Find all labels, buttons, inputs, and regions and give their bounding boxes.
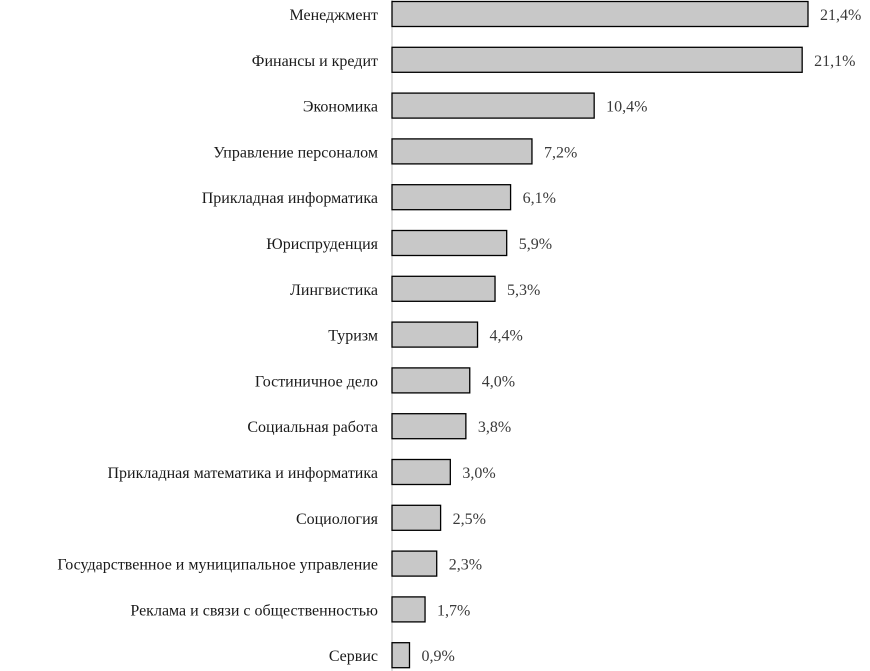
category-tick-label: Реклама и связи с общественностью [130, 602, 378, 620]
bar [392, 231, 507, 256]
category-tick-label: Финансы и кредит [251, 52, 378, 70]
category-tick-label: Прикладная математика и информатика [107, 465, 378, 482]
bar [392, 2, 808, 27]
data-value-label: 1,7% [437, 602, 471, 620]
category-tick-label: Управление персоналом [213, 144, 378, 162]
data-value-label: 4,0% [481, 373, 516, 391]
category-tick-label: Гостиничное дело [254, 373, 378, 391]
bar [392, 505, 441, 530]
bar [392, 460, 450, 485]
bar [392, 276, 495, 301]
data-value-label: 2,5% [452, 510, 486, 528]
bar [392, 643, 409, 668]
category-tick-label: Туризм [328, 327, 378, 345]
category-tick-label: Социология [295, 510, 378, 528]
bar [392, 597, 425, 622]
data-value-label: 5,9% [518, 236, 553, 253]
data-value-label: 3,8% [477, 419, 512, 437]
bar [392, 139, 532, 164]
bar [392, 93, 594, 118]
bar [392, 47, 802, 72]
category-tick-label: Менеджмент [289, 7, 378, 24]
bar [392, 368, 470, 393]
data-value-label: 7,2% [543, 144, 578, 162]
bar [392, 322, 478, 347]
data-value-label: 0,9% [421, 648, 455, 666]
data-value-label: 6,1% [522, 190, 556, 208]
category-tick-label: Юриспруденция [266, 236, 378, 253]
data-value-label: 2,3% [448, 556, 483, 574]
data-value-label: 10,4% [606, 98, 648, 116]
data-value-label: 3,0% [462, 465, 496, 482]
category-labels-group [57, 7, 378, 665]
data-value-label: 5,3% [507, 281, 541, 299]
bar [392, 551, 437, 576]
data-value-label: 21,1% [814, 52, 856, 70]
bar [392, 185, 511, 210]
category-tick-label: Сервис [328, 648, 378, 666]
category-tick-label: Прикладная информатика [201, 190, 378, 208]
category-tick-label: Государственное и муниципальное управление [57, 556, 378, 574]
data-value-label: 4,4% [489, 327, 523, 345]
category-tick-label: Лингвистика [290, 281, 378, 299]
category-tick-label: Социальная работа [247, 419, 378, 437]
data-value-label: 21,4% [820, 7, 862, 24]
category-tick-label: Экономика [302, 98, 378, 116]
bar [392, 414, 466, 439]
